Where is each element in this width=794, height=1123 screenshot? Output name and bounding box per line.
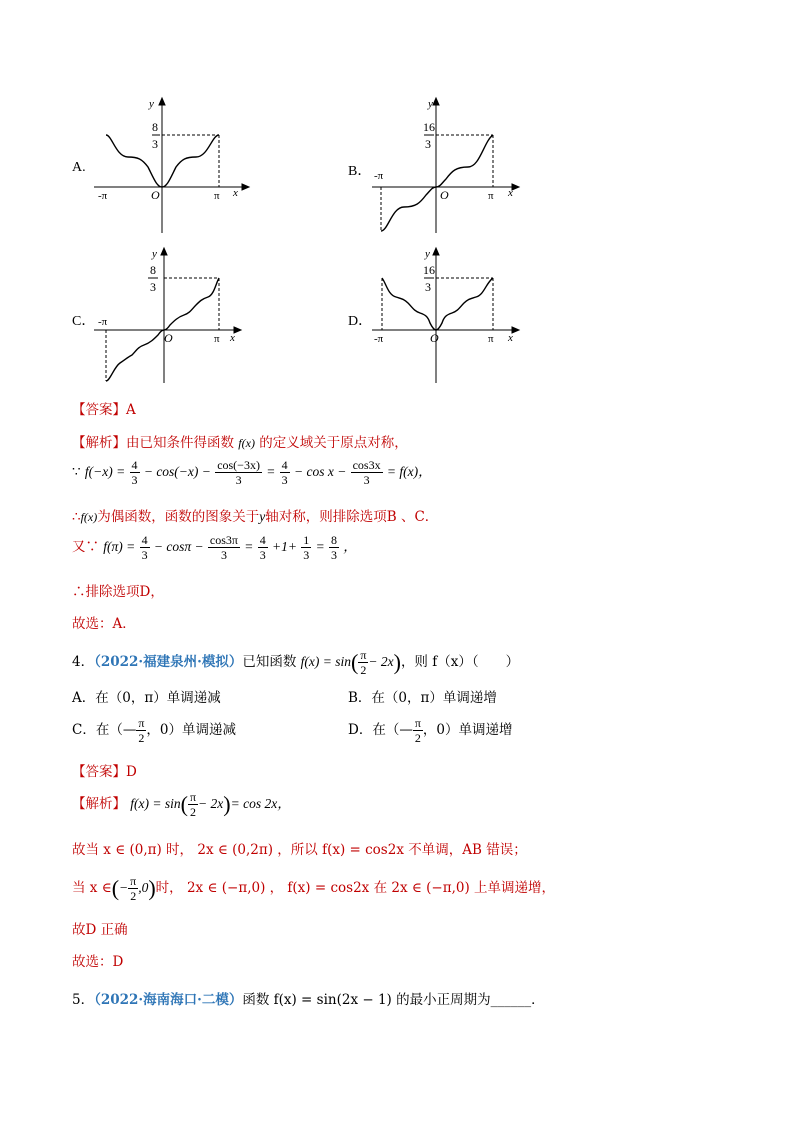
math-expr: = xyxy=(315,539,325,554)
curve xyxy=(382,278,493,330)
fraction: $\frac{\pi}{2}$ xyxy=(138,716,145,745)
q4-analysis-line4: 故D 正确 xyxy=(72,922,128,938)
q4-analysis-line1: 【解析】 f(x) = sin( $\frac{\pi}{2}$ − 2x)= cos 2x， xyxy=(72,790,291,819)
math-expr: − 2x xyxy=(368,654,394,669)
max-numerator: 8 xyxy=(150,263,156,277)
fraction: $\frac{\pi}{2}$ xyxy=(360,648,367,677)
max-denominator: 3 xyxy=(150,280,156,294)
graph-d xyxy=(370,245,530,385)
option-b-letter: B． xyxy=(348,164,372,179)
q4-analysis-line5: 故选：D xyxy=(72,954,124,970)
q3-analysis-line3 xyxy=(72,505,438,525)
answer-label: 【答案】 xyxy=(72,402,126,418)
question-text: 函数 f(x) = sin(2x − 1) 的最小正周期为 xyxy=(242,992,491,1008)
math-expr: − cosπ − xyxy=(153,539,204,554)
y-arrow-icon xyxy=(159,98,165,105)
q3-analysis-line5: ∴排除选项D， xyxy=(72,584,164,600)
x-arrow-icon xyxy=(512,327,519,333)
origin-label: O xyxy=(430,331,439,345)
y-label: y xyxy=(425,248,430,260)
math-expr: − cos x − xyxy=(293,464,347,479)
q3-analysis-line4 xyxy=(72,533,357,562)
graph-c xyxy=(92,245,252,385)
q4-analysis-line3: 当 x ∈(− $\frac{\pi}{2}$ ,0)时， 2x ∈ (−π,0) ， f(x) = cos2x 在 2x ∈ (−π,0) 上单调递增， xyxy=(72,874,556,903)
origin-label: O xyxy=(164,331,173,345)
fraction: $\frac{8}{3}$ xyxy=(331,533,337,562)
q3-answer xyxy=(72,398,136,418)
analysis-text: 的定义域关于原点对称， xyxy=(259,435,408,451)
y-label: y xyxy=(152,248,157,260)
curve xyxy=(381,135,493,231)
q4-option-c: C．在（— $\frac{\pi}{2}$ ，0）单调递减 xyxy=(72,716,236,745)
math-expr: = cos 2x， xyxy=(230,796,291,811)
q3-analysis-line2 xyxy=(72,458,432,487)
option-d-letter: D． xyxy=(348,314,373,329)
fraction: $\frac{\cos(-3x)}{3}$ xyxy=(217,458,260,487)
y-label: y xyxy=(149,98,154,110)
analysis-label: 【解析】 xyxy=(72,796,126,812)
x-label: x xyxy=(233,187,238,199)
analysis-text: 轴对称，则排除选项B 、C． xyxy=(265,509,439,525)
neg-pi-label: -π xyxy=(374,170,384,182)
x-label: x xyxy=(230,332,235,344)
x-arrow-icon xyxy=(242,184,249,190)
pi-label: π xyxy=(488,333,494,345)
q4-analysis-line2: 故当 x ∈ (0,π) 时， 2x ∈ (0,2π) ，所以 f(x) = cos2x 不单调，AB 错误； xyxy=(72,842,527,858)
graph-b xyxy=(370,95,530,235)
because-symbol: ∵ xyxy=(72,464,81,480)
math-expr: f(−x) = xyxy=(84,464,126,479)
question-text: ，则 f（x）（ ） xyxy=(400,654,520,670)
option-c-letter: C． xyxy=(72,314,96,329)
fraction: $\frac{4}{3}$ xyxy=(259,533,266,562)
option-a-letter: A. xyxy=(72,160,86,175)
analysis-text: 由已知条件得函数 xyxy=(126,435,234,451)
math-expr: = f(x)， xyxy=(386,464,432,479)
neg-pi-label: -π xyxy=(98,316,108,328)
q4-stem: 4．（2022·福建泉州·模拟）已知函数 f(x) = sin( $\frac{\pi}{2}$ − 2x)，则 f（x）（ ） xyxy=(72,648,520,677)
fraction: $\frac{1}{3}$ xyxy=(303,533,310,562)
y-label: y xyxy=(428,98,433,110)
fraction: $\frac{4}{3}$ xyxy=(281,458,288,487)
analysis-label: 【解析】 xyxy=(72,435,126,451)
question-source: （2022·福建泉州·模拟） xyxy=(94,654,243,670)
fraction: $\frac{4}{3}$ xyxy=(131,458,138,487)
math-fx: f(x) xyxy=(238,436,255,450)
max-numerator: 8 xyxy=(152,120,158,134)
q4-answer xyxy=(72,760,137,780)
fraction: $\frac{\pi}{2}$ xyxy=(130,874,137,903)
question-number: 5． xyxy=(72,992,95,1008)
max-denominator: 3 xyxy=(425,280,431,294)
math-expr: +1+ xyxy=(272,539,297,554)
question-number: 4． xyxy=(72,654,95,670)
analysis-text: 当 x ∈ xyxy=(72,880,112,896)
pi-label: π xyxy=(488,190,494,202)
math-y: y xyxy=(259,509,266,524)
math-expr: ,0 xyxy=(138,880,149,895)
neg-pi-label: -π xyxy=(374,333,384,345)
question-source: （2022·海南海口·二模） xyxy=(94,992,243,1008)
x-arrow-icon xyxy=(512,184,519,190)
math-expr: − cos(−x) − xyxy=(143,464,211,479)
answer-value: D xyxy=(126,764,137,780)
analysis-text: 为偶函数，函数的图象关于 xyxy=(97,509,260,525)
q4-option-d: D．在（— $\frac{\pi}{2}$ ，0）单调递增 xyxy=(348,716,513,745)
pi-label: π xyxy=(214,333,220,345)
analysis-text: 时， 2x ∈ (−π,0) ， f(x) = cos2x 在 2x ∈ (−π,0) 上单调递增， xyxy=(155,880,556,896)
max-denominator: 3 xyxy=(152,137,158,151)
x-arrow-icon xyxy=(234,327,241,333)
y-arrow-icon xyxy=(433,98,439,105)
x-label: x xyxy=(508,332,513,344)
origin-label: O xyxy=(440,188,449,202)
math-expr: − 2x xyxy=(198,796,224,811)
x-label: x xyxy=(508,187,513,199)
math-fx: f(x) xyxy=(80,510,98,524)
math-expr: f(x) = sin xyxy=(300,654,351,669)
max-denominator: 3 xyxy=(425,137,431,151)
math-expr: f(π) = xyxy=(103,539,136,554)
fraction: $\frac{\pi}{2}$ xyxy=(189,790,197,819)
origin-label: O xyxy=(151,188,160,202)
question-text: 已知函数 xyxy=(242,654,297,670)
graph-a xyxy=(92,95,252,235)
q3-analysis-line6: 故选：A． xyxy=(72,616,136,632)
q4-option-b: B．在（0，π）单调递增 xyxy=(348,690,497,706)
therefore-symbol: ∴ xyxy=(72,509,81,525)
q5-stem: 5．（2022·海南海口·二模）函数 f(x) = sin(2x − 1) 的最小正周期为______． xyxy=(72,992,545,1008)
pi-label: π xyxy=(214,190,220,202)
answer-label: 【答案】 xyxy=(72,764,126,780)
max-numerator: 16 xyxy=(423,120,435,134)
max-numerator: 16 xyxy=(423,263,435,277)
y-arrow-icon xyxy=(433,248,439,255)
math-expr: ， xyxy=(343,539,357,554)
q3-analysis-line1 xyxy=(72,431,408,451)
fraction: $\frac{\cos 3\pi}{3}$ xyxy=(209,533,238,562)
math-expr: = xyxy=(244,539,254,554)
fraction: $\frac{\cos 3x}{3}$ xyxy=(352,458,381,487)
fraction: $\frac{\pi}{2}$ xyxy=(414,716,421,745)
answer-value: A xyxy=(126,402,136,418)
neg-pi-label: -π xyxy=(98,190,108,202)
math-expr: f(x) = sin xyxy=(130,796,181,811)
answer-blank[interactable]: ______ xyxy=(490,992,532,1008)
y-arrow-icon xyxy=(161,248,167,255)
q4-option-a: A．在（0，π）单调递减 xyxy=(72,690,221,706)
because-symbol: 又∵ xyxy=(72,539,99,555)
math-expr: = xyxy=(266,464,276,479)
fraction: $\frac{4}{3}$ xyxy=(141,533,148,562)
